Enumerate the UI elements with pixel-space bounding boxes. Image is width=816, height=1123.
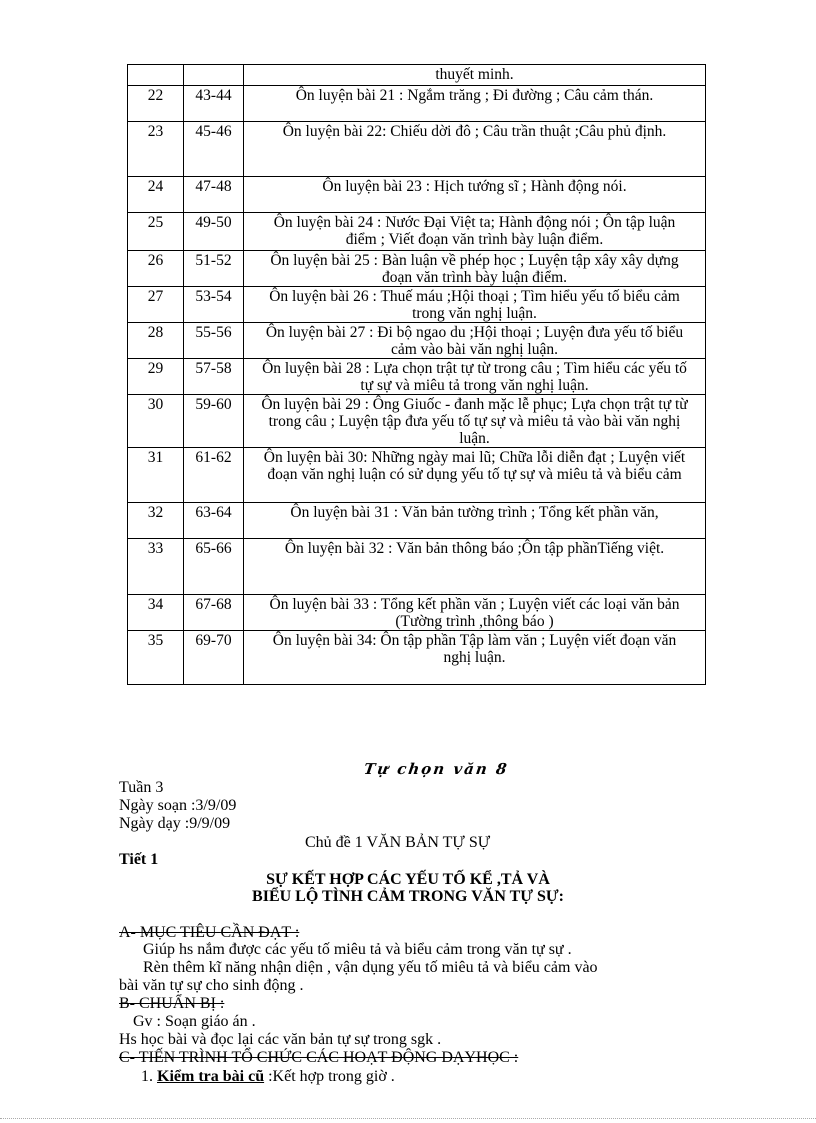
content-cell: Ôn luyện bài 25 : Bàn luận về phép học ; Luyện tập xây xây dựng đoạn văn trình bày luận điểm. (244, 251, 706, 287)
period-cell: 45-46 (184, 122, 244, 177)
table-row (128, 177, 706, 213)
period-cell: 69-70 (184, 631, 244, 685)
week-label: Tuần 3 (119, 779, 164, 796)
table-row (128, 86, 706, 122)
schedule-body (128, 65, 706, 685)
week-cell: 27 (128, 287, 184, 323)
week-cell: 32 (128, 503, 184, 539)
section-c-item-1 (141, 1068, 395, 1086)
table-row (128, 213, 706, 251)
section-c-heading: C- TIẾN TRÌNH TỔ CHỨC CÁC HOẠT ĐỘNG DẠYHỌC : (119, 1049, 519, 1066)
period-cell: 57-58 (184, 359, 244, 395)
section-a-line-3: bài văn tự sự cho sinh động . (119, 977, 304, 994)
main-title-line-1: SỰ KẾT HỢP CÁC YẾU TỐ KỂ ,TẢ VÀ (266, 871, 550, 888)
content-cell: Ôn luyện bài 23 : Hịch tướng sĩ ; Hành động nói. (244, 177, 706, 213)
table-row (128, 122, 706, 177)
content-cell: Ôn luyện bài 33 : Tổng kết phần văn ; Luyện viết các loại văn bản (Tường trình ,thông báo ) (244, 595, 706, 631)
section-b-line-2: Hs học bài và đọc lại các văn bản tự sự trong sgk . (119, 1031, 442, 1048)
week-cell: 30 (128, 395, 184, 448)
content-cell: Ôn luyện bài 31 : Văn bản tường trình ; Tổng kết phần văn, (244, 503, 706, 539)
week-cell: 25 (128, 213, 184, 251)
period-cell: 65-66 (184, 539, 244, 595)
content-cell: Ôn luyện bài 22: Chiếu dời đô ; Câu trần thuật ;Câu phủ định. (244, 122, 706, 177)
section-a-line-2: Rèn thêm kĩ năng nhận diện , vận dụng yếu tố miêu tả và biểu cảm vào (143, 959, 598, 976)
period-cell: 51-52 (184, 251, 244, 287)
lesson-label: Tiết 1 (119, 851, 159, 868)
section-b-line-1: Gv : Soạn giáo án . (133, 1013, 256, 1030)
lesson-schedule-table (127, 64, 706, 685)
topic-title: Chủ đề 1 VĂN BẢN TỰ SỰ (305, 834, 491, 851)
period-cell: 49-50 (184, 213, 244, 251)
period-cell: 47-48 (184, 177, 244, 213)
table-row (128, 251, 706, 287)
content-cell: Ôn luyện bài 34: Ôn tập phần Tập làm văn ; Luyện viết đoạn văn nghị luận. (244, 631, 706, 685)
teach-date: Ngày dạy :9/9/09 (119, 815, 231, 832)
item-text: :Kết hợp trong giờ . (268, 1068, 395, 1085)
table-row (128, 631, 706, 685)
table-row (128, 287, 706, 323)
week-cell: 35 (128, 631, 184, 685)
content-cell: Ôn luyện bài 29 : Ông Giuốc - đanh mặc lễ phục; Lựa chọn trật tự từ trong câu ; Luyện tập đưa yếu tố tự sự và miêu tả vào bài văn nghị luận. (244, 395, 706, 448)
content-cell: Ôn luyện bài 32 : Văn bản thông báo ;Ôn tập phầnTiếng việt. (244, 539, 706, 595)
item-number: 1. (141, 1068, 153, 1085)
section-a-line-1: Giúp hs nắm được các yếu tố miêu tả và biểu cảm trong văn tự sự . (143, 941, 572, 958)
table-row (128, 359, 706, 395)
week-cell: 29 (128, 359, 184, 395)
prep-date: Ngày soạn :3/9/09 (119, 797, 237, 814)
content-cell: Ôn luyện bài 24 : Nước Đại Việt ta; Hành động nói ; Ôn tập luận điểm ; Viết đoạn văn trình bày luận điểm. (244, 213, 706, 251)
week-cell: 33 (128, 539, 184, 595)
period-cell: 59-60 (184, 395, 244, 448)
period-cell: 55-56 (184, 323, 244, 359)
week-cell: 24 (128, 177, 184, 213)
period-cell (184, 65, 244, 86)
content-cell: thuyết minh. (244, 65, 706, 86)
page-bottom-divider (0, 1118, 816, 1119)
table-row (128, 395, 706, 448)
main-title-line-2: BIỂU LỘ TÌNH CẢM TRONG VĂN TỰ SỰ: (252, 888, 564, 905)
week-cell (128, 65, 184, 86)
table-row (128, 595, 706, 631)
week-cell: 28 (128, 323, 184, 359)
section-b-heading: B- CHUẨN BỊ : (119, 995, 225, 1012)
table-row (128, 323, 706, 359)
table-row (128, 448, 706, 503)
decorative-header: Tự chọn văn 8 (362, 760, 510, 778)
content-cell: Ôn luyện bài 26 : Thuế máu ;Hội thoại ; Tìm hiểu yếu tố biểu cảm trong văn nghị luận. (244, 287, 706, 323)
period-cell: 63-64 (184, 503, 244, 539)
content-cell: Ôn luyện bài 21 : Ngắm trăng ; Đi đường ; Câu cảm thán. (244, 86, 706, 122)
table-row (128, 65, 706, 86)
week-cell: 26 (128, 251, 184, 287)
week-cell: 31 (128, 448, 184, 503)
period-cell: 53-54 (184, 287, 244, 323)
week-cell: 23 (128, 122, 184, 177)
table-row (128, 539, 706, 595)
period-cell: 67-68 (184, 595, 244, 631)
table-row (128, 503, 706, 539)
period-cell: 43-44 (184, 86, 244, 122)
week-cell: 34 (128, 595, 184, 631)
content-cell: Ôn luyện bài 27 : Đi bộ ngao du ;Hội thoại ; Luyện đưa yếu tố biểu cảm vào bài văn nghị luận. (244, 323, 706, 359)
period-cell: 61-62 (184, 448, 244, 503)
section-a-heading: A- MỤC TIÊU CẦN ĐẠT : (119, 924, 300, 941)
week-cell: 22 (128, 86, 184, 122)
content-cell: Ôn luyện bài 30: Những ngày mai lũ; Chữa lỗi diễn đạt ; Luyện viết đoạn văn nghị luận có sử dụng yếu tố tự sự và miêu tả và biểu cảm (244, 448, 706, 503)
content-cell: Ôn luyện bài 28 : Lựa chọn trật tự từ trong câu ; Tìm hiểu các yếu tố tự sự và miêu tả trong văn nghị luận. (244, 359, 706, 395)
item-label: Kiểm tra bài cũ (157, 1068, 265, 1085)
